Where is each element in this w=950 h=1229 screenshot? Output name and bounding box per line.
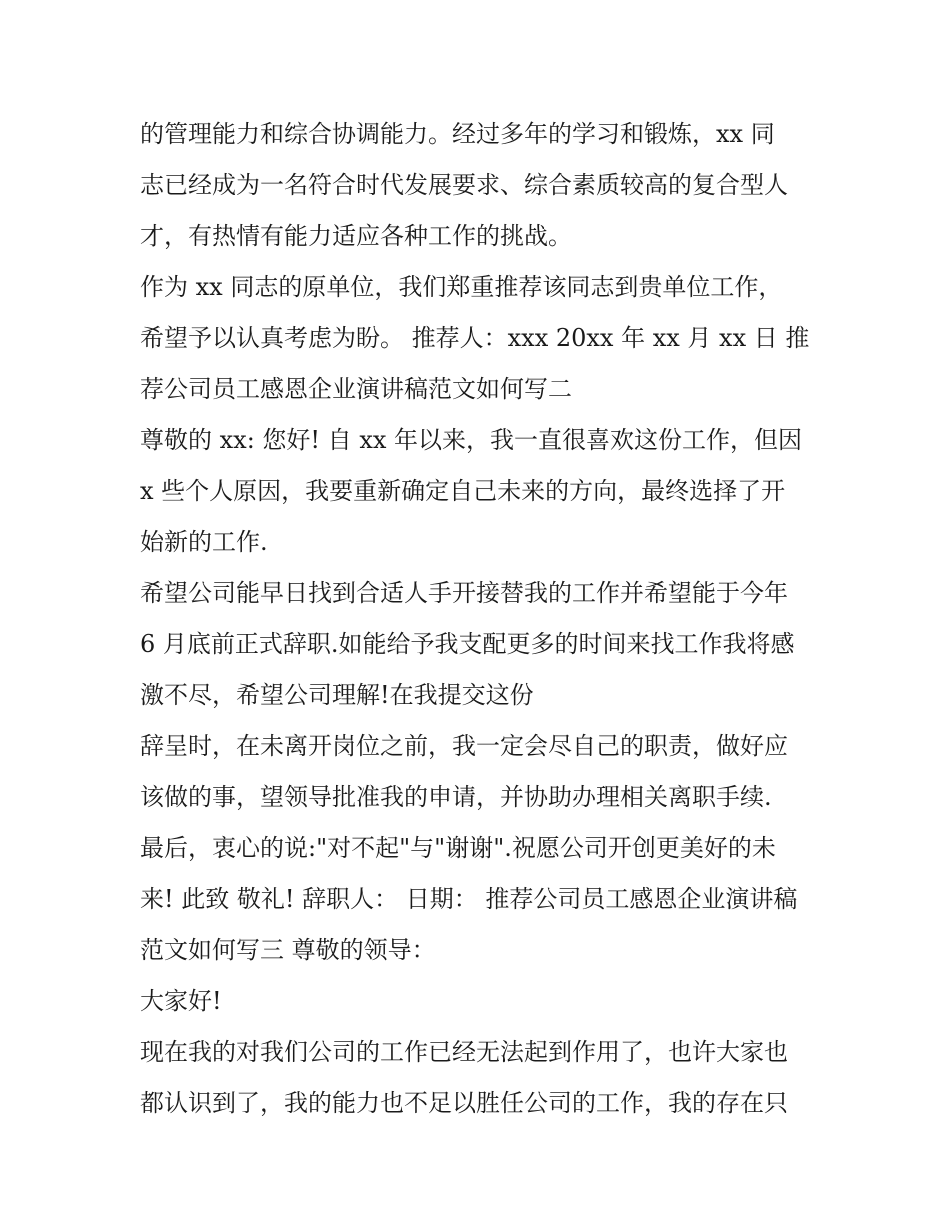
text-line: x 些个人原因，我要重新确定自己未来的方向，最终选择了开 [140, 477, 786, 505]
text-line: 作为 xx 同志的原单位，我们郑重推荐该同志到贵单位工作， [140, 273, 783, 301]
text-line: 6 月底前正式辞职.如能给予我支配更多的时间来找工作我将感 [140, 630, 795, 658]
text-line: 的管理能力和综合协调能力。经过多年的学习和锻炼，xx 同 [140, 120, 775, 148]
text-line: 才，有热情有能力适应各种工作的挑战。 [140, 222, 572, 250]
text-line: 辞呈时，在未离开岗位之前，我一定会尽自己的职责，做好应 [140, 732, 788, 760]
text-line: 现在我的对我们公司的工作已经无法起到作用了，也许大家也 [140, 1038, 788, 1066]
text-line: 范文如何写三 尊敬的领导： [140, 936, 436, 964]
text-line: 最后，衷心的说:"对不起"与"谢谢".祝愿公司开创更美好的未 [140, 834, 776, 862]
text-line: 希望予以认真考虑为盼。 推荐人：xxx 20xx 年 xx 月 xx 日 推 [140, 324, 810, 352]
text-line: 都认识到了，我的能力也不足以胜任公司的工作，我的存在只 [140, 1089, 788, 1117]
text-line: 激不尽，希望公司理解!在我提交这份 [140, 681, 534, 709]
text-line: 希望公司能早日找到合适人手开接替我的工作并希望能于今年 [140, 579, 788, 607]
text-line: 始新的工作. [140, 528, 268, 556]
document-body [140, 109, 820, 1129]
text-line: 志已经成为一名符合时代发展要求、综合素质较高的复合型人 [140, 171, 788, 199]
text-line: 荐公司员工感恩企业演讲稿范文如何写二 [140, 375, 572, 403]
text-line: 尊敬的 xx: 您好! 自 xx 年以来，我一直很喜欢这份工作，但因 [140, 426, 803, 454]
text-line: 大家好! [140, 987, 222, 1015]
text-line: 该做的事，望领导批准我的申请，并协助办理相关离职手续. [140, 783, 772, 811]
text-line: 来! 此致 敬礼! 辞职人： 日期： 推荐公司员工感恩企业演讲稿 [140, 885, 798, 913]
